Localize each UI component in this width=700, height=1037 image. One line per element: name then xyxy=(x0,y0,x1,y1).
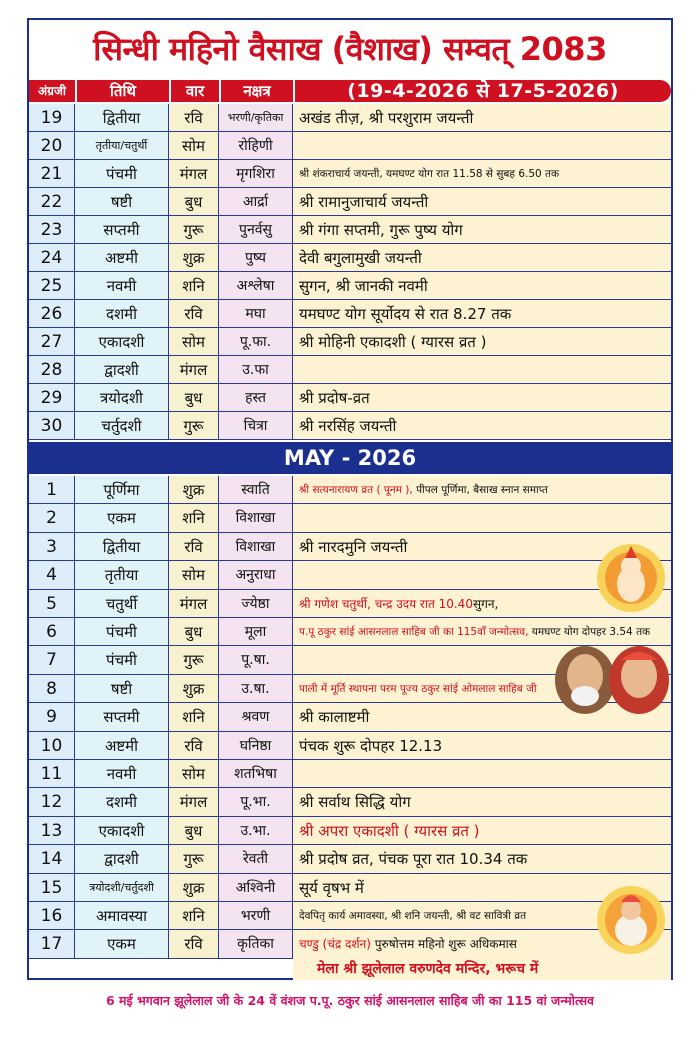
nakshatra-cell: पू.षा. xyxy=(219,646,293,674)
date-cell: 4 xyxy=(29,561,75,589)
saints-image xyxy=(551,640,671,718)
tithi-cell: अमावस्या xyxy=(75,902,169,930)
nakshatra-cell: भरणी xyxy=(219,902,293,930)
table-row xyxy=(29,845,671,873)
var-cell: सोम xyxy=(169,328,219,356)
var-cell: शनि xyxy=(169,703,219,731)
nakshatra-cell: शतभिषा xyxy=(219,760,293,788)
mela-note: मेला श्री झूलेलाल वरुणदेव मन्दिर, भरूच में xyxy=(293,958,671,980)
event-text: देवी बगुलामुखी जयन्ती xyxy=(299,249,422,267)
date-cell: 29 xyxy=(29,384,75,412)
event-cell xyxy=(293,132,671,160)
table-row xyxy=(29,533,671,561)
event-text: पंचक शुरू दोपहर 12.13 xyxy=(299,736,443,755)
date-cell: 17 xyxy=(29,930,75,958)
tithi-cell: चतुर्थी xyxy=(75,590,169,618)
event-cell xyxy=(293,244,671,272)
table-row xyxy=(29,160,671,188)
nakshatra-cell: उ.षा. xyxy=(219,675,293,703)
jhulelal-image xyxy=(594,882,668,962)
date-cell: 11 xyxy=(29,760,75,788)
event-cell xyxy=(293,160,671,188)
date-cell: 10 xyxy=(29,732,75,760)
event-text: देवपितृ कार्य अमावस्या, श्री शनि जयन्ती, श्री वट सावित्री व्रत xyxy=(299,910,527,922)
date-cell: 2 xyxy=(29,504,75,532)
tithi-cell: त्रयोदशी xyxy=(75,384,169,412)
var-cell: रवि xyxy=(169,104,219,132)
event-cell xyxy=(293,356,671,384)
month-label: MAY - 2026 xyxy=(29,442,671,474)
event-text: यमघण्ट योग सूर्योदय से रात 8.27 तक xyxy=(299,305,512,323)
var-cell: बुध xyxy=(169,384,219,412)
header-tithi: तिथि xyxy=(77,80,169,102)
nakshatra-cell: पुष्य xyxy=(219,244,293,272)
tithi-cell: पंचमी xyxy=(75,618,169,646)
event-highlight: चण्डु (चंद्र दर्शन) xyxy=(299,937,371,952)
event-text: पुरुषोत्तम महिनो शुरू अधिकमास xyxy=(370,937,517,952)
date-cell: 20 xyxy=(29,132,75,160)
var-cell: रवि xyxy=(169,732,219,760)
nakshatra-cell: चित्रा xyxy=(219,412,293,440)
var-cell: मंगल xyxy=(169,788,219,816)
event-cell xyxy=(293,104,671,132)
nakshatra-cell: आर्द्रा xyxy=(219,188,293,216)
tithi-cell: अष्टमी xyxy=(75,244,169,272)
nakshatra-cell: विशाखा xyxy=(219,504,293,532)
nakshatra-cell: मृगशिरा xyxy=(219,160,293,188)
tithi-cell: नवमी xyxy=(75,760,169,788)
event-text: श्री शंकराचार्य जयन्ती, यमघण्ट योग रात 11.58 से सुबह 6.50 तक xyxy=(299,168,560,180)
date-cell: 26 xyxy=(29,300,75,328)
nakshatra-cell: पुनर्वसु xyxy=(219,216,293,244)
date-cell: 22 xyxy=(29,188,75,216)
tithi-cell: दशमी xyxy=(75,300,169,328)
page-title: सिन्धी महिनो वैसाख (वैशाख) सम्वत् 2083 xyxy=(93,30,607,68)
tithi-cell: षष्टी xyxy=(75,188,169,216)
event-text: सूर्य वृषभ में xyxy=(299,878,364,897)
event-text: श्री कालाष्टमी xyxy=(299,708,370,727)
var-cell: सोम xyxy=(169,132,219,160)
table-row xyxy=(29,328,671,356)
event-text: अखंड तीज़, श्री परशुराम जयन्ती xyxy=(299,109,474,127)
date-cell: 8 xyxy=(29,675,75,703)
event-highlight: श्री अपरा एकादशी ( ग्यारस व्रत ) xyxy=(299,821,480,840)
event-highlight: पाली में मूर्ति स्थापना परम पूज्य ठकुर सांई ओमलाल साहिब जी xyxy=(299,682,537,695)
var-cell: मंगल xyxy=(169,160,219,188)
nakshatra-cell: पू.फा. xyxy=(219,328,293,356)
nakshatra-cell: स्वाति xyxy=(219,476,293,504)
tithi-cell: एकम xyxy=(75,930,169,958)
date-cell: 1 xyxy=(29,476,75,504)
event-text: श्री प्रदोष व्रत, पंचक पूरा रात 10.34 तक xyxy=(299,850,528,869)
event-highlight: प.पू ठकुर सांई आसनलाल साहिब जी का 115वाँ जन्मोत्सव, xyxy=(299,626,529,638)
date-cell: 13 xyxy=(29,817,75,845)
event-cell xyxy=(293,788,671,816)
tithi-cell: पंचमी xyxy=(75,160,169,188)
tithi-cell: एकादशी xyxy=(75,817,169,845)
table-row xyxy=(29,817,671,845)
tithi-cell: द्वितीया xyxy=(75,104,169,132)
var-cell: रवि xyxy=(169,300,219,328)
nakshatra-cell: भरणी/कृतिका xyxy=(219,104,293,132)
nakshatra-cell: उ.भा. xyxy=(219,817,293,845)
nakshatra-cell: मघा xyxy=(219,300,293,328)
event-cell xyxy=(293,817,671,845)
event-cell xyxy=(293,760,671,788)
nakshatra-cell: कृतिका xyxy=(219,930,293,958)
event-text: श्री गंगा सप्तमी, गुरू पुष्य योग xyxy=(299,221,463,239)
tithi-cell: षष्टी xyxy=(75,675,169,703)
table-row xyxy=(29,930,671,958)
tithi-cell: सप्तमी xyxy=(75,703,169,731)
var-cell: सोम xyxy=(169,760,219,788)
event-cell xyxy=(293,845,671,873)
nakshatra-cell: रोहिणी xyxy=(219,132,293,160)
date-cell: 12 xyxy=(29,788,75,816)
table-row xyxy=(29,561,671,589)
var-cell: रवि xyxy=(169,930,219,958)
var-cell: बुध xyxy=(169,188,219,216)
event-text: श्री प्रदोष-व्रत xyxy=(299,389,370,407)
tithi-cell: पंचमी xyxy=(75,646,169,674)
var-cell: गुरू xyxy=(169,216,219,244)
calendar-frame xyxy=(27,18,673,980)
event-cell xyxy=(293,188,671,216)
table-row xyxy=(29,132,671,160)
event-text: पीपल पूर्णिमा, बैसाख स्नान समाप्त xyxy=(412,484,548,496)
date-cell: 25 xyxy=(29,272,75,300)
var-cell: शनि xyxy=(169,504,219,532)
table-row xyxy=(29,874,671,902)
var-cell: गुरू xyxy=(169,412,219,440)
var-cell: मंगल xyxy=(169,356,219,384)
date-cell: 30 xyxy=(29,412,75,440)
event-cell xyxy=(293,328,671,356)
event-text: श्री सर्वाथ सिद्धि योग xyxy=(299,793,411,812)
var-cell: शुक्र xyxy=(169,675,219,703)
var-cell: गुरू xyxy=(169,845,219,873)
table-row xyxy=(29,104,671,132)
nakshatra-cell: मूला xyxy=(219,618,293,646)
tithi-cell: द्वितीया xyxy=(75,533,169,561)
nakshatra-cell: हस्त xyxy=(219,384,293,412)
table-row xyxy=(29,788,671,816)
nakshatra-cell: अनुराधा xyxy=(219,561,293,589)
table-row xyxy=(29,188,671,216)
table-row xyxy=(29,476,671,504)
table-row xyxy=(29,504,671,532)
nakshatra-cell: अश्लेषा xyxy=(219,272,293,300)
tithi-cell: सप्तमी xyxy=(75,216,169,244)
var-cell: शुक्र xyxy=(169,874,219,902)
event-cell xyxy=(293,384,671,412)
nakshatra-cell: विशाखा xyxy=(219,533,293,561)
tithi-cell: तृतीया/चतुर्थी xyxy=(75,132,169,160)
event-highlight: श्री सत्यनारायण व्रत ( पूनम ), xyxy=(299,484,413,496)
event-cell xyxy=(293,216,671,244)
date-cell: 14 xyxy=(29,845,75,873)
date-cell: 15 xyxy=(29,874,75,902)
var-cell: मंगल xyxy=(169,590,219,618)
tithi-cell: त्रयोदशी/चर्तुदशी xyxy=(75,874,169,902)
event-cell xyxy=(293,732,671,760)
date-cell: 9 xyxy=(29,703,75,731)
tithi-cell: दशमी xyxy=(75,788,169,816)
nakshatra-cell: श्रवण xyxy=(219,703,293,731)
tithi-cell: द्वादशी xyxy=(75,845,169,873)
nakshatra-cell: घनिष्ठा xyxy=(219,732,293,760)
header-date-range: (19-4-2026 से 17-5-2026) xyxy=(295,80,671,102)
table-row xyxy=(29,300,671,328)
table-row xyxy=(29,760,671,788)
date-cell: 23 xyxy=(29,216,75,244)
var-cell: बुध xyxy=(169,618,219,646)
header-var: वार xyxy=(171,80,219,102)
date-cell: 5 xyxy=(29,590,75,618)
table-row xyxy=(29,244,671,272)
tithi-cell: पूर्णिमा xyxy=(75,476,169,504)
event-text: श्री रामानुजाचार्य जयन्ती xyxy=(299,193,429,211)
date-cell: 6 xyxy=(29,618,75,646)
var-cell: शुक्र xyxy=(169,244,219,272)
table-row xyxy=(29,384,671,412)
event-cell xyxy=(293,412,671,440)
event-cell xyxy=(293,504,671,532)
tithi-cell: एकादशी xyxy=(75,328,169,356)
event-highlight: श्री गणेश चतुर्थी, चन्द्र उदय रात 10.40 xyxy=(299,596,473,611)
footer-note: 6 मई भगवान झूलेलाल जी के 24 वें वंशज प.पू. ठकुर सांई आसनलाल साहिब जी का 115 वां जन्मोत्सव xyxy=(105,993,594,1008)
tithi-cell: अष्टमी xyxy=(75,732,169,760)
nakshatra-cell: पू.भा. xyxy=(219,788,293,816)
var-cell: शुक्र xyxy=(169,476,219,504)
var-cell: बुध xyxy=(169,817,219,845)
event-text: श्री मोहिनी एकादशी ( ग्यारस व्रत ) xyxy=(299,333,487,351)
nakshatra-cell: अश्विनी xyxy=(219,874,293,902)
tithi-cell: द्वादशी xyxy=(75,356,169,384)
date-cell: 16 xyxy=(29,902,75,930)
event-cell xyxy=(293,476,671,504)
table-row xyxy=(29,216,671,244)
header-date: अंग्रजी xyxy=(29,80,75,102)
tithi-cell: नवमी xyxy=(75,272,169,300)
var-cell: शनि xyxy=(169,902,219,930)
date-cell: 24 xyxy=(29,244,75,272)
var-cell: रवि xyxy=(169,533,219,561)
tithi-cell: एकम xyxy=(75,504,169,532)
event-text: यमघण्ट योग दोपहर 3.54 तक xyxy=(528,626,651,638)
var-cell: गुरू xyxy=(169,646,219,674)
date-cell: 19 xyxy=(29,104,75,132)
table-row xyxy=(29,356,671,384)
date-cell: 27 xyxy=(29,328,75,356)
nakshatra-cell: उ.फा xyxy=(219,356,293,384)
event-text: श्री नारदमुनि जयन्ती xyxy=(299,537,408,556)
nakshatra-cell: रेवती xyxy=(219,845,293,873)
table-row xyxy=(29,272,671,300)
date-cell: 28 xyxy=(29,356,75,384)
var-cell: शनि xyxy=(169,272,219,300)
event-text: सुगन, श्री जानकी नवमी xyxy=(299,277,428,295)
var-cell: सोम xyxy=(169,561,219,589)
event-cell xyxy=(293,300,671,328)
date-cell: 7 xyxy=(29,646,75,674)
event-cell xyxy=(293,272,671,300)
nakshatra-cell: ज्येष्ठा xyxy=(219,590,293,618)
tithi-cell: चर्तुदशी xyxy=(75,412,169,440)
date-cell: 21 xyxy=(29,160,75,188)
header-nakshatra: नक्षत्र xyxy=(221,80,293,102)
event-text: सुगन, xyxy=(472,596,499,611)
table-row xyxy=(29,732,671,760)
table-row xyxy=(29,412,671,440)
date-cell: 3 xyxy=(29,533,75,561)
table-row xyxy=(29,902,671,930)
table-row xyxy=(29,590,671,618)
tithi-cell: तृतीया xyxy=(75,561,169,589)
event-text: श्री नरसिंह जयन्ती xyxy=(299,417,397,435)
ganesh-image xyxy=(595,540,667,618)
